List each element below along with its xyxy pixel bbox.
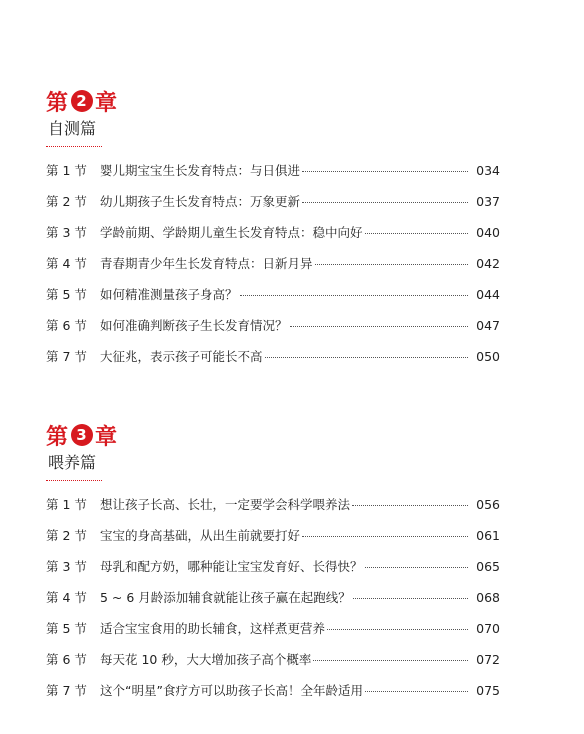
page-number: 070 <box>476 621 500 636</box>
section-title: 如何准确判断孩子生长发育情况？ <box>100 318 288 333</box>
dot-leader <box>365 567 468 568</box>
dot-leader <box>302 171 468 172</box>
toc-entry[interactable] <box>46 489 500 520</box>
dot-leader <box>365 691 468 692</box>
page-number: 050 <box>476 349 500 364</box>
section-title: 这个“明星”食疗方可以助孩子长高！全年龄适用 <box>100 683 363 698</box>
section-number: 第 6 节 <box>46 652 87 667</box>
section-title: 每天花 10 秒，大大增加孩子高个概率 <box>100 652 312 667</box>
dot-leader <box>327 629 468 630</box>
toc-entry[interactable] <box>46 551 500 582</box>
page-number: 034 <box>476 163 500 178</box>
chapter-divider <box>46 480 102 481</box>
chapter-heading <box>46 86 500 116</box>
dot-leader <box>302 202 468 203</box>
chapter-subtitle: 喂养篇 <box>48 453 97 472</box>
chapter-number-badge: 2 <box>71 90 93 112</box>
chapter-suffix: 章 <box>95 89 119 116</box>
section-number: 第 4 节 <box>46 256 87 271</box>
page-number: 037 <box>476 194 500 209</box>
chapter-number-badge: 3 <box>71 424 93 446</box>
section-number: 第 6 节 <box>46 318 87 333</box>
dot-leader <box>313 660 468 661</box>
page-number: 042 <box>476 256 500 271</box>
section-title: 幼儿期孩子生长发育特点：万象更新 <box>100 194 301 209</box>
toc-entry[interactable] <box>46 520 500 551</box>
section-number: 第 1 节 <box>46 163 87 178</box>
section-title: 宝宝的身高基础，从出生前就要打好 <box>100 528 301 543</box>
toc-entry[interactable] <box>46 644 500 675</box>
page-number: 056 <box>476 497 500 512</box>
chapter-heading <box>46 420 500 450</box>
page-number: 040 <box>476 225 500 240</box>
chapter-subtitle: 自测篇 <box>48 119 97 138</box>
chapter-3 <box>46 420 500 706</box>
dot-leader <box>302 536 468 537</box>
toc-entry[interactable] <box>46 248 500 279</box>
toc-entry[interactable] <box>46 310 500 341</box>
page-number: 075 <box>476 683 500 698</box>
page-number: 065 <box>476 559 500 574</box>
page-number: 044 <box>476 287 500 302</box>
section-number: 第 3 节 <box>46 559 87 574</box>
dot-leader <box>240 295 468 296</box>
toc-entry[interactable] <box>46 186 500 217</box>
section-title: 想让孩子长高、长壮，一定要学会科学喂养法 <box>100 497 351 512</box>
section-title: 如何精准测量孩子身高？ <box>100 287 238 302</box>
chapter-suffix: 章 <box>95 423 119 450</box>
page-number: 068 <box>476 590 500 605</box>
dot-leader <box>365 233 468 234</box>
section-number: 第 2 节 <box>46 528 87 543</box>
toc-entry[interactable] <box>46 675 500 706</box>
toc-entry[interactable] <box>46 613 500 644</box>
section-number: 第 4 节 <box>46 590 87 605</box>
dot-leader <box>265 357 468 358</box>
section-number: 第 2 节 <box>46 194 87 209</box>
section-title: 学龄前期、学龄期儿童生长发育特点：稳中向好 <box>100 225 363 240</box>
page-number: 061 <box>476 528 500 543</box>
chapter-divider <box>46 146 102 147</box>
section-title: 母乳和配方奶，哪种能让宝宝发育好、长得快？ <box>100 559 363 574</box>
toc-entry[interactable] <box>46 582 500 613</box>
dot-leader <box>353 598 468 599</box>
section-title: 大征兆，表示孩子可能长不高 <box>100 349 263 364</box>
toc-entry[interactable] <box>46 217 500 248</box>
page-number: 072 <box>476 652 500 667</box>
section-title: 5 ~ 6 月龄添加辅食就能让孩子赢在起跑线？ <box>100 590 351 605</box>
chapter-prefix: 第 <box>46 423 70 450</box>
toc-entry[interactable] <box>46 155 500 186</box>
page-number: 047 <box>476 318 500 333</box>
toc-list <box>46 489 500 706</box>
dot-leader <box>315 264 468 265</box>
dot-leader <box>290 326 468 327</box>
section-number: 第 3 节 <box>46 225 87 240</box>
section-number: 第 7 节 <box>46 349 87 364</box>
section-number: 第 5 节 <box>46 287 87 302</box>
section-number: 第 1 节 <box>46 497 87 512</box>
section-number: 第 5 节 <box>46 621 87 636</box>
section-title: 婴儿期宝宝生长发育特点：与日俱进 <box>100 163 301 178</box>
section-number: 第 7 节 <box>46 683 87 698</box>
toc-entry[interactable] <box>46 279 500 310</box>
section-title: 青春期青少年生长发育特点：日新月异 <box>100 256 313 271</box>
toc-list <box>46 155 500 372</box>
chapter-prefix: 第 <box>46 89 70 116</box>
toc-entry[interactable] <box>46 341 500 372</box>
chapter-2 <box>46 86 500 372</box>
section-title: 适合宝宝食用的助长辅食，这样煮更营养 <box>100 621 326 636</box>
dot-leader <box>352 505 468 506</box>
